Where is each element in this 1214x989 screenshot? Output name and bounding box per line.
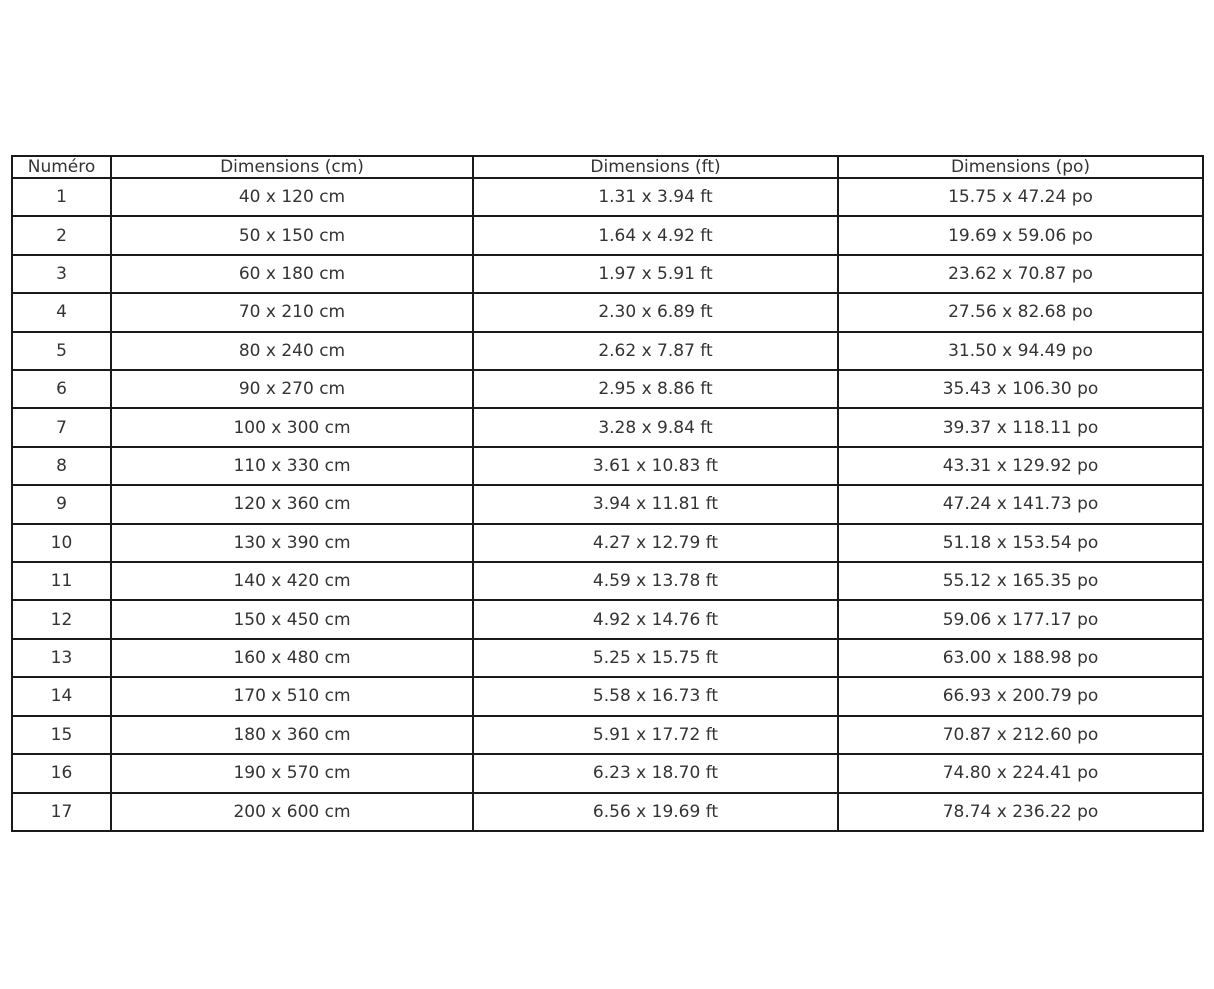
cell-dimensions-ft: 3.28 x 9.84 ft	[473, 408, 838, 446]
cell-dimensions-po: 39.37 x 118.11 po	[838, 408, 1203, 446]
cell-dimensions-cm: 160 x 480 cm	[111, 639, 473, 677]
cell-dimensions-ft: 4.92 x 14.76 ft	[473, 600, 838, 638]
table-row	[12, 677, 1203, 715]
cell-dimensions-po: 31.50 x 94.49 po	[838, 332, 1203, 370]
cell-dimensions-ft: 5.91 x 17.72 ft	[473, 716, 838, 754]
cell-numero: 7	[12, 408, 111, 446]
table-row	[12, 600, 1203, 638]
cell-dimensions-po: 66.93 x 200.79 po	[838, 677, 1203, 715]
cell-dimensions-cm: 150 x 450 cm	[111, 600, 473, 638]
cell-numero: 9	[12, 485, 111, 523]
cell-dimensions-cm: 130 x 390 cm	[111, 524, 473, 562]
header-cell-dimensions-cm: Dimensions (cm)	[111, 156, 473, 178]
table-row	[12, 793, 1203, 832]
cell-dimensions-cm: 200 x 600 cm	[111, 793, 473, 832]
cell-dimensions-ft: 6.23 x 18.70 ft	[473, 754, 838, 792]
cell-dimensions-po: 35.43 x 106.30 po	[838, 370, 1203, 408]
cell-dimensions-cm: 60 x 180 cm	[111, 255, 473, 293]
cell-dimensions-po: 47.24 x 141.73 po	[838, 485, 1203, 523]
table-header-row	[12, 156, 1203, 178]
table-row	[12, 716, 1203, 754]
cell-numero: 3	[12, 255, 111, 293]
cell-dimensions-ft: 4.59 x 13.78 ft	[473, 562, 838, 600]
table-body	[12, 178, 1203, 831]
cell-dimensions-po: 19.69 x 59.06 po	[838, 216, 1203, 254]
cell-dimensions-cm: 90 x 270 cm	[111, 370, 473, 408]
table-row	[12, 485, 1203, 523]
cell-dimensions-po: 27.56 x 82.68 po	[838, 293, 1203, 331]
cell-dimensions-ft: 3.61 x 10.83 ft	[473, 447, 838, 485]
cell-dimensions-cm: 70 x 210 cm	[111, 293, 473, 331]
cell-dimensions-cm: 40 x 120 cm	[111, 178, 473, 216]
table-row	[12, 178, 1203, 216]
cell-dimensions-ft: 2.30 x 6.89 ft	[473, 293, 838, 331]
cell-dimensions-po: 15.75 x 47.24 po	[838, 178, 1203, 216]
cell-dimensions-ft: 5.58 x 16.73 ft	[473, 677, 838, 715]
cell-dimensions-po: 51.18 x 153.54 po	[838, 524, 1203, 562]
cell-dimensions-ft: 1.97 x 5.91 ft	[473, 255, 838, 293]
cell-dimensions-cm: 80 x 240 cm	[111, 332, 473, 370]
cell-dimensions-po: 78.74 x 236.22 po	[838, 793, 1203, 832]
cell-dimensions-po: 63.00 x 188.98 po	[838, 639, 1203, 677]
cell-dimensions-cm: 120 x 360 cm	[111, 485, 473, 523]
dimensions-table-container	[11, 155, 1204, 832]
table-row	[12, 293, 1203, 331]
cell-dimensions-ft: 5.25 x 15.75 ft	[473, 639, 838, 677]
cell-dimensions-po: 23.62 x 70.87 po	[838, 255, 1203, 293]
table-row	[12, 524, 1203, 562]
cell-numero: 15	[12, 716, 111, 754]
cell-numero: 4	[12, 293, 111, 331]
cell-numero: 10	[12, 524, 111, 562]
cell-numero: 8	[12, 447, 111, 485]
table-row	[12, 370, 1203, 408]
cell-dimensions-ft: 1.31 x 3.94 ft	[473, 178, 838, 216]
cell-dimensions-po: 55.12 x 165.35 po	[838, 562, 1203, 600]
table-row	[12, 447, 1203, 485]
header-cell-numero: Numéro	[12, 156, 111, 178]
cell-numero: 11	[12, 562, 111, 600]
cell-dimensions-cm: 140 x 420 cm	[111, 562, 473, 600]
cell-numero: 1	[12, 178, 111, 216]
cell-dimensions-ft: 2.95 x 8.86 ft	[473, 370, 838, 408]
cell-numero: 17	[12, 793, 111, 832]
dimensions-table	[11, 155, 1204, 832]
cell-dimensions-po: 59.06 x 177.17 po	[838, 600, 1203, 638]
cell-dimensions-cm: 100 x 300 cm	[111, 408, 473, 446]
cell-dimensions-cm: 110 x 330 cm	[111, 447, 473, 485]
cell-numero: 2	[12, 216, 111, 254]
header-cell-dimensions-ft: Dimensions (ft)	[473, 156, 838, 178]
table-row	[12, 754, 1203, 792]
table-row	[12, 562, 1203, 600]
table-row	[12, 408, 1203, 446]
cell-numero: 12	[12, 600, 111, 638]
cell-dimensions-cm: 170 x 510 cm	[111, 677, 473, 715]
table-row	[12, 255, 1203, 293]
cell-numero: 14	[12, 677, 111, 715]
cell-dimensions-ft: 2.62 x 7.87 ft	[473, 332, 838, 370]
cell-numero: 16	[12, 754, 111, 792]
table-row	[12, 332, 1203, 370]
header-cell-dimensions-po: Dimensions (po)	[838, 156, 1203, 178]
table-row	[12, 639, 1203, 677]
cell-dimensions-cm: 50 x 150 cm	[111, 216, 473, 254]
cell-dimensions-po: 70.87 x 212.60 po	[838, 716, 1203, 754]
cell-dimensions-po: 74.80 x 224.41 po	[838, 754, 1203, 792]
cell-dimensions-po: 43.31 x 129.92 po	[838, 447, 1203, 485]
cell-numero: 13	[12, 639, 111, 677]
cell-dimensions-ft: 1.64 x 4.92 ft	[473, 216, 838, 254]
cell-dimensions-ft: 4.27 x 12.79 ft	[473, 524, 838, 562]
cell-dimensions-ft: 3.94 x 11.81 ft	[473, 485, 838, 523]
table-row	[12, 216, 1203, 254]
cell-dimensions-ft: 6.56 x 19.69 ft	[473, 793, 838, 832]
cell-numero: 6	[12, 370, 111, 408]
cell-numero: 5	[12, 332, 111, 370]
cell-dimensions-cm: 180 x 360 cm	[111, 716, 473, 754]
cell-dimensions-cm: 190 x 570 cm	[111, 754, 473, 792]
